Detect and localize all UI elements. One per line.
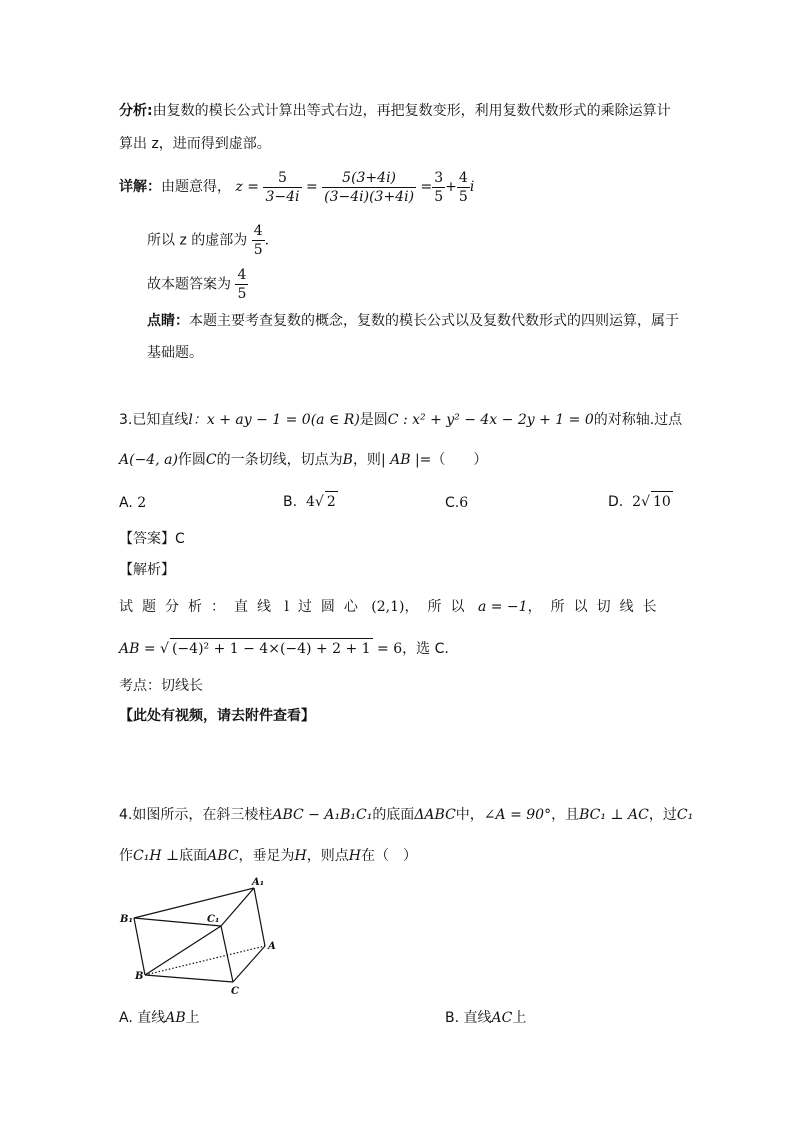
imag-part-line: 所以 z 的虚部为 $\frac{4}{5}$ . (147, 223, 270, 258)
analysis-label: 分析: (119, 103, 153, 119)
imag-fraction: $\frac{4}{5}$ (253, 223, 263, 258)
analysis-text-2: 算出 z，进而得到虚部。 (119, 136, 271, 152)
comment-text-2: 基础题。 (147, 345, 203, 361)
comment-line-2 (147, 343, 203, 363)
label-c1: C₁ (207, 914, 220, 925)
fraction-2: $\frac{5(3+4i)}{(3-4i)(3+4i)}$ (324, 169, 415, 205)
q3-option-d: D. 2√ 10 (608, 491, 673, 512)
q3-point: 考点：切线长 (119, 678, 203, 694)
q3-option-a: A. 2 (119, 495, 147, 511)
plus-sign: + (445, 179, 457, 195)
edge-c-a (233, 946, 265, 982)
answer-line (147, 266, 248, 303)
analysis-line-2 (119, 134, 271, 154)
label-a1: A₁ (252, 877, 265, 888)
comment-text-1: 本题主要考查复数的概念，复数的模长公式以及复数代数形式的四则运算，属于 (189, 313, 679, 329)
q3-line-1: 3.已知直线l：x + ay − 1 = 0(a ∈ R)是圆C : x² + y² − 4x − 2y + 1 = 0的对称轴.过点 (119, 412, 683, 428)
detail-line: 详解：由题意得， z = $\frac{5}{3-4i}$ = $\frac{5(3+4i)}{(3-4i)(3+4i)}$ = $\frac{3}{5}$ + $\frac{4}{5}$ i (119, 169, 475, 205)
edge-c1-a1 (221, 888, 254, 926)
analysis-line-1 (119, 101, 671, 121)
q3-answer: 【答案】C (119, 531, 185, 547)
imag-text: 所以 z 的虚部为 (147, 232, 248, 249)
q4-option-b: B. 直线AC上 (445, 1010, 527, 1026)
q3-solution-line-1: 试题分析：直线 l 过圆心 (2,1)，所以 a = −1，所以切线长 (119, 599, 666, 615)
answer-fraction: $\frac{4}{5}$ (237, 267, 247, 302)
prism-figure (118, 878, 288, 1000)
edge-b-c1 (145, 926, 221, 975)
comment-line-1 (147, 311, 679, 331)
q3-solution-line-2: AB = √ (−4)² + 1 − 4×(−4) + 2 + 1 = 6，选 C. (119, 638, 449, 659)
fraction-1: $\frac{5}{3-4i}$ (265, 169, 300, 205)
analysis-text-1: 由复数的模长公式计算出等式右边，再把复数变形，利用复数代数形式的乘除运算计 (152, 103, 671, 119)
label-a: A (268, 941, 276, 952)
label-b: B (135, 971, 144, 982)
q3-text: 3.已知直线 (119, 412, 189, 428)
detail-label: 详解： (119, 179, 161, 195)
edge-b-a-dotted (145, 946, 265, 975)
edge-b1-b (134, 918, 145, 975)
q3-option-c: C.6 (445, 495, 469, 511)
q4-option-a: A. 直线AB上 (119, 1010, 200, 1026)
q3-option-b: B. 4√ 2 (283, 491, 338, 512)
fraction-4: $\frac{4}{5}$ (458, 169, 468, 205)
q4-line-2: 作C₁H ⊥底面ABC，垂足为H，则点H在（ ） (119, 848, 417, 864)
imag-unit: i (469, 179, 475, 195)
q3-video-note: 【此处有视频，请去附件查看】 (119, 708, 315, 724)
edge-b-c (145, 975, 233, 982)
label-b1: B₁ (120, 914, 133, 925)
answer-text: 故本题答案为 (147, 276, 231, 293)
fraction-3: $\frac{3}{5}$ (434, 169, 444, 205)
q4-line-1: 4.如图所示，在斜三棱柱ABC − A₁B₁C₁的底面ΔABC中，∠A = 90°，且BC₁ ⊥ AC，过C₁ (119, 807, 694, 823)
edge-a1-a (254, 888, 265, 946)
q3-parse: 【解析】 (119, 562, 175, 578)
comment-label: 点睛： (147, 313, 189, 329)
q3-line-2: A(−4, a)作圆C的一条切线，切点为B，则| AB |=（ ） (119, 452, 488, 468)
label-c: C (231, 986, 239, 997)
detail-eq-lhs: z = (235, 179, 260, 195)
edge-b1-a1 (134, 888, 254, 918)
detail-text: 由题意得， (161, 179, 231, 195)
